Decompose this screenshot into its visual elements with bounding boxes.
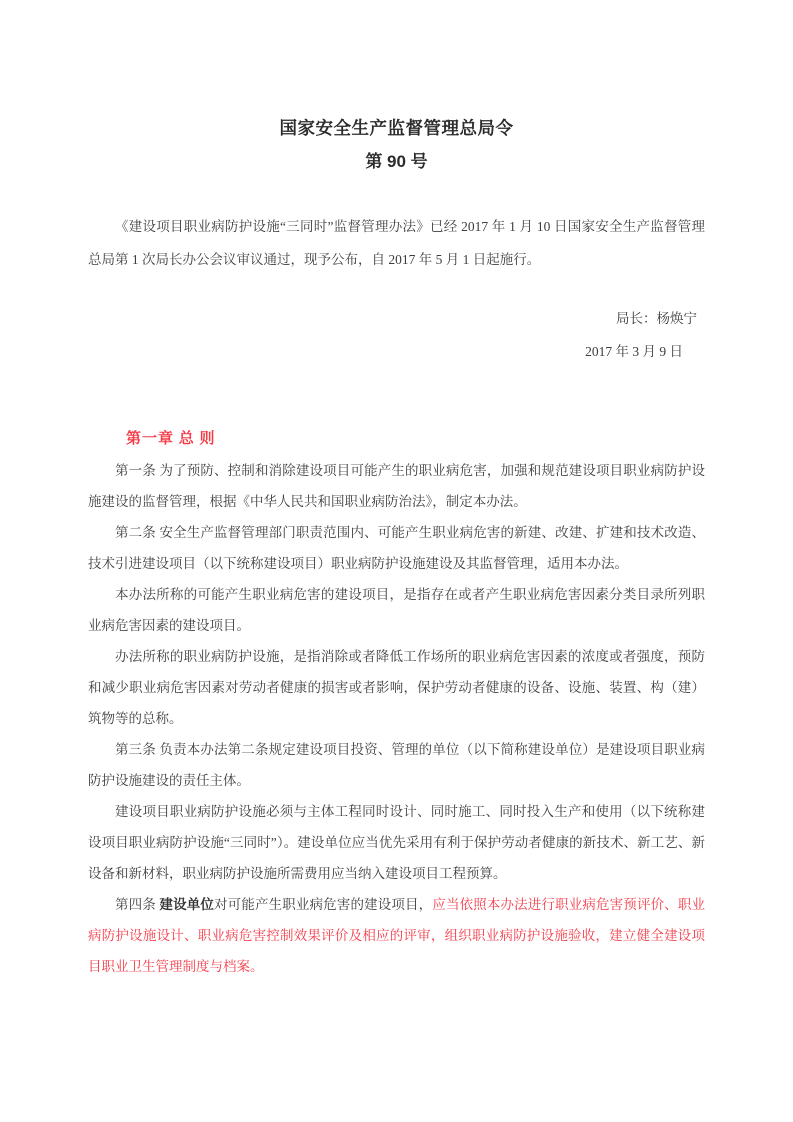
preamble-paragraph: 《建设项目职业病防护设施“三同时”监督管理办法》已经 2017 年 1 月 10 日国家安全生产监督管理总局第 1 次局长办公会议审议通过，现予公布，自 2017 年 5 月 1 日起施行。 <box>88 219 705 267</box>
article-3-three-simultaneous-paragraph: 建设项目职业病防护设施必须与主体工程同时设计、同时施工、同时投入生产和使用（以下统称建设项目职业病防护设施“三同时”）。建设单位应当优先采用有利于保护劳动者健康的新技术、新工艺、新设备和新材料，职业病防护设施所需费用应当纳入建设项目工程预算。 <box>88 804 705 881</box>
article-3-paragraph: 第三条 负责本办法第二条规定建设项目投资、管理的单位（以下简称建设单位）是建设项目职业病防护设施建设的责任主体。 <box>88 742 705 788</box>
chapter-1-heading: 第一章 总 则 <box>126 431 216 447</box>
signature-block <box>88 302 705 368</box>
signature-date-line: 2017 年 3 月 9 日 <box>585 344 683 359</box>
article-4-bold-term: 建设单位 <box>159 897 215 912</box>
article-4-paragraph <box>88 889 705 982</box>
article-1-paragraph: 第一条 为了预防、控制和消除建设项目可能产生的职业病危害，加强和规范建设项目职业病防护设施建设的监督管理，根据《中华人民共和国职业病防治法》，制定本办法。 <box>88 463 705 509</box>
article-2-definition-project-paragraph: 本办法所称的可能产生职业病危害的建设项目，是指存在或者产生职业病危害因素分类目录所列职业病危害因素的建设项目。 <box>88 587 705 633</box>
signer-line: 局长：杨焕宁 <box>616 311 697 326</box>
article-2-paragraph: 第二条 安全生产监督管理部门职责范围内、可能产生职业病危害的新建、改建、扩建和技术改造、技术引进建设项目（以下统称建设项目）职业病防护设施建设及其监督管理，适用本办法。 <box>88 525 705 571</box>
article-4-red-text: 应当依照本办法进行职业病危害预评价、职业病防护设施设计、职业病危害控制效果评价及相应的评审，组织职业病防护设施验收，建立健全建设项目职业卫生管理制度与档案。 <box>88 897 706 974</box>
article-4-prefix: 第四条 <box>115 897 160 912</box>
document-title: 国家安全生产监督管理总局令 <box>279 118 514 138</box>
article-4-normal-text: 对可能产生职业病危害的建设项目， <box>214 897 433 912</box>
order-number: 第 90 号 <box>365 152 428 171</box>
article-2-definition-facilities-paragraph: 办法所称的职业病防护设施，是指消除或者降低工作场所的职业病危害因素的浓度或者强度，预防和减少职业病危害因素对劳动者健康的损害或者影响，保护劳动者健康的设备、设施、装置、构（建）筑物等的总称。 <box>88 649 705 726</box>
